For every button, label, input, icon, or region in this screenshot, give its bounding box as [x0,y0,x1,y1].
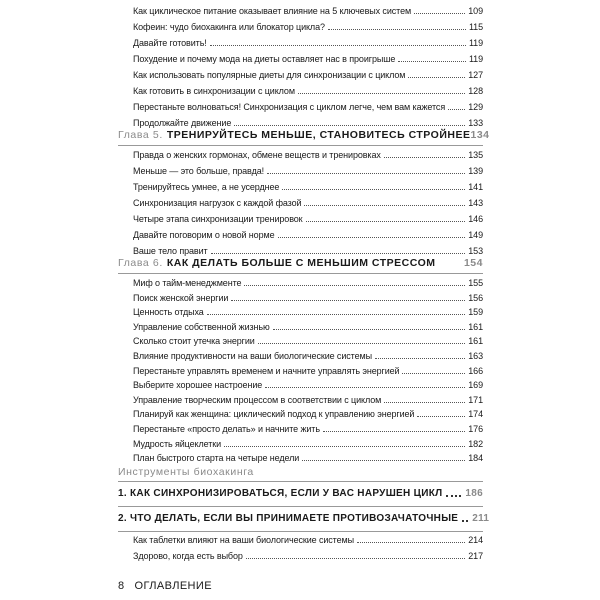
toc-main-entry: 2. ЧТО ДЕЛАТЬ, ЕСЛИ ВЫ ПРИНИМАЕТЕ ПРОТИВОЗАЧАТОЧНЫЕ 211 [118,513,490,524]
toc-entry: Влияние продуктивности на ваши биологические системы 163 [133,351,483,361]
toc-entry: Синхронизация нагрузок с каждой фазой 143 [133,198,483,208]
toc-entry: Кофеин: чудо биохакинга или блокатор цикла? 115 [133,22,483,32]
toc-entry: Перестаньте волноваться! Синхронизация с циклом легче, чем вам кажется 129 [133,102,483,112]
toc-entry: Как циклическое питание оказывает влияние на 5 ключевых систем 109 [133,6,483,16]
toc-entry: Здорово, когда есть выбор 217 [133,551,483,561]
chapter-divider [118,273,483,274]
chapter-heading [118,256,483,270]
toc-entry: Ценность отдыха 159 [133,307,483,318]
section-divider [118,531,483,532]
toc-entry: План быстрого старта на четыре недели 184 [133,453,483,464]
toc-entry: Похудение и почему мода на диеты оставляет нас в проигрыше 119 [133,54,483,64]
chapter-heading [118,128,490,142]
toc-entry: Мудрость яйцеклетки 182 [133,438,483,449]
toc-entry: Меньше — это больше, правда! 139 [133,166,483,176]
toc-entry: Давайте поговорим о новой норме 149 [133,230,483,240]
chapter-number: Глава 5. [118,129,163,141]
chapter-page: 134 [470,129,490,141]
toc-entry: Перестаньте «просто делать» и начните жить 176 [133,424,483,434]
footer-label: ОГЛАВЛЕНИЕ [134,580,212,592]
section-divider [118,481,483,482]
toc-entry: Поиск женской энергии 156 [133,292,483,303]
page-number: 8 [118,580,125,592]
chapter-title: КАК ДЕЛАТЬ БОЛЬШЕ С МЕНЬШИМ СТРЕССОМ [166,257,436,269]
toc-entry: Как использовать популярные диеты для синхронизации с циклом 127 [133,70,483,80]
toc-entry: Управление творческим процессом в соответствии с циклом 171 [133,394,483,405]
chapter-page: 154 [463,257,483,269]
section-divider [118,506,483,507]
toc-entry: Давайте готовить! 119 [133,38,483,48]
chapter-divider [118,145,483,146]
toc-entry: Миф о тайм-менеджменте 155 [133,278,483,288]
page-footer [118,580,212,592]
toc-entry: Продолжайте движение 133 [133,118,483,128]
toc-entry: Управление собственной жизнью 161 [133,321,483,332]
toc-entry: Как готовить в синхронизации с циклом 128 [133,86,483,96]
toc-entry: Четыре этапа синхронизации тренировок 146 [133,214,483,224]
chapter-number: Глава 6. [118,257,163,269]
toc-entry: Перестаньте управлять временем и начните управлять энергией 166 [133,365,483,376]
toc-entry: Как таблетки влияют на ваши биологические системы 214 [133,535,483,545]
toc-entry: Планируй как женщина: циклический подход к управлению энергией 174 [133,409,483,420]
chapter-title: ТРЕНИРУЙТЕСЬ МЕНЬШЕ, СТАНОВИТЕСЬ СТРОЙНЕЕ [166,129,471,141]
toc-entry: Сколько стоит утечка энергии 161 [133,336,483,347]
toc-entry: Правда о женских гормонах, обмене веществ и тренировках 135 [133,150,483,160]
toc-entry: Ваше тело правит 153 [133,246,483,256]
section-heading: Инструменты биохакинга [118,466,254,478]
toc-entry: Выберите хорошее настроение 169 [133,380,483,391]
toc-entry: Тренируйтесь умнее, а не усерднее 141 [133,182,483,192]
toc-main-entry: 1. КАК СИНХРОНИЗИРОВАТЬСЯ, ЕСЛИ У ВАС НАРУШЕН ЦИКЛ 186 [118,488,483,499]
